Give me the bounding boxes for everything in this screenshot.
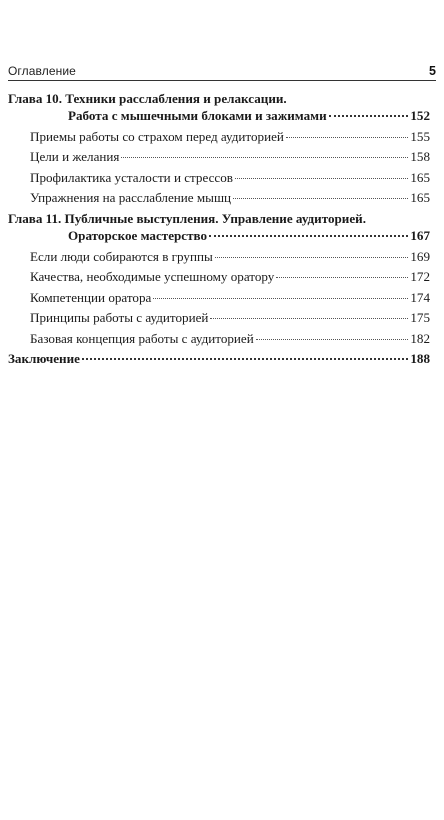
toc-section[interactable] [8,248,430,265]
section-page: 172 [410,269,430,284]
conclusion-title: Заключение [8,350,80,366]
toc-section[interactable] [8,289,430,306]
section-title: Качества, необходимые успешному оратору [30,269,275,284]
section-title: Приемы работы со страхом перед аудиторией [30,128,284,144]
toc-section[interactable] [8,128,430,145]
section-title: Цели и желания [30,149,120,164]
dot-leader [153,298,408,299]
section-page: 165 [410,190,430,205]
dot-leader [235,178,408,179]
page-number: 5 [429,64,436,78]
dot-leader [210,318,408,319]
chapter-heading: Глава 11. Публичные выступления. Управление аудиторией. [8,211,366,226]
section-page: 174 [410,289,430,305]
section-title: Компетенции оратора [30,289,152,305]
section-title: Базовая концепция работы с аудиторией [30,330,254,346]
section-page: 155 [410,128,430,144]
section-page: 182 [410,330,430,346]
section-title: Профилактика усталости и стрессов [30,169,233,185]
section-title: Принципы работы с аудиторией [30,310,209,325]
toc-section[interactable] [8,189,430,206]
section-page: 165 [410,169,430,185]
running-head [8,62,436,78]
dot-leader [215,257,409,258]
toc-section[interactable] [8,268,430,285]
running-head-title: Оглавление [8,64,76,78]
chapter-page: 152 [410,108,430,123]
dot-leader [82,358,408,360]
toc-section[interactable] [8,169,430,186]
section-page: 175 [410,310,430,325]
dot-leader [329,115,409,117]
toc-section[interactable] [8,148,430,165]
dot-leader [233,198,408,199]
section-title: Упражнения на расслабление мышц [30,190,232,205]
dot-leader [286,137,408,138]
chapter-heading: Глава 10. Техники расслабления и релаксации. [8,91,287,106]
dot-leader [256,339,409,340]
dot-leader [121,157,408,158]
chapter-page: 167 [410,228,430,243]
section-page: 169 [410,248,430,264]
table-of-contents [8,90,430,367]
dot-leader [209,235,408,237]
chapter-entry[interactable] [8,227,430,244]
conclusion-entry[interactable] [8,350,430,367]
section-title: Если люди собираются в группы [30,248,213,264]
toc-section[interactable] [8,309,430,326]
toc-section[interactable] [8,330,430,347]
chapter-title-cont: Ораторское мастерство [68,228,208,243]
header-rule [8,80,436,81]
chapter-entry[interactable] [8,107,430,124]
dot-leader [276,277,408,278]
conclusion-page: 188 [410,350,430,366]
section-page: 158 [410,149,430,164]
chapter-11 [8,210,430,347]
chapter-10 [8,90,430,206]
chapter-title-cont: Работа с мышечными блоками и зажимами [68,108,327,123]
